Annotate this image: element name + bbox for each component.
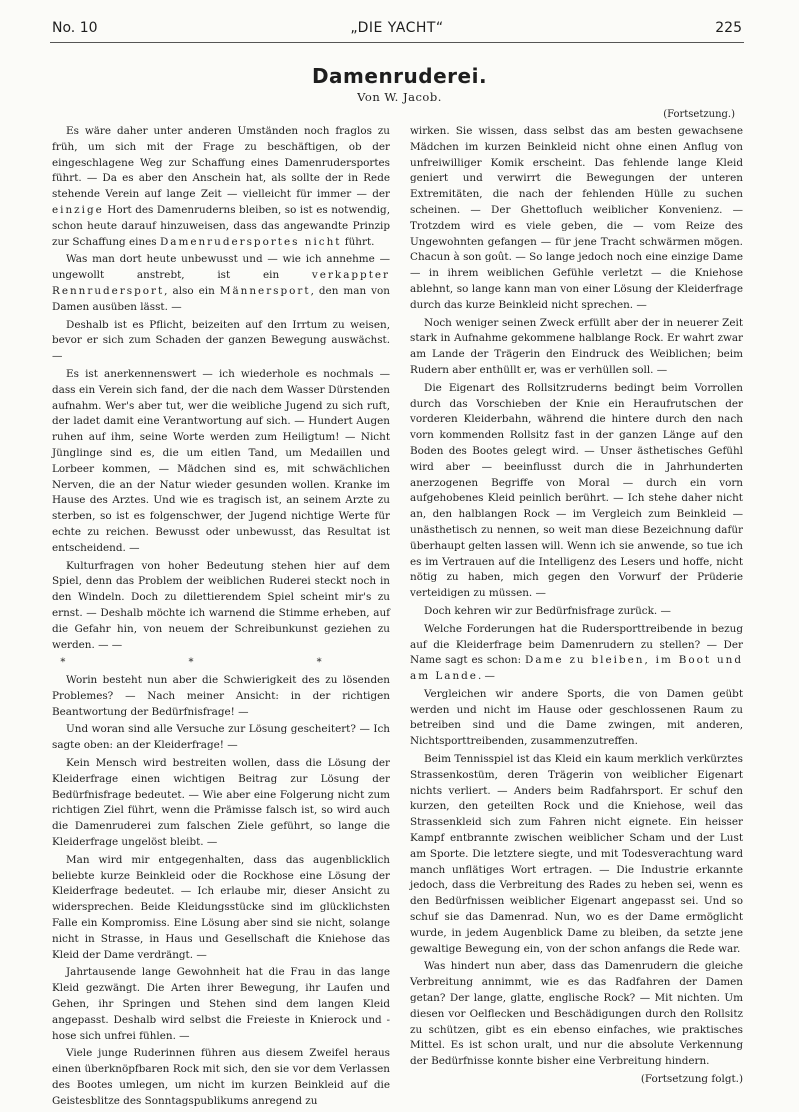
page-number: 225 [715,20,742,36]
paragraph: Es ist anerkennenswert — ich wiederhole es nochmals — dass ein Verein sich fand, der die nach dem Wasser Dürstenden aufnahm. Wer's aber tut, wer die weibliche Jugend zu sich ruft, der ladet damit eine Verantwortung auf sich. — Hundert Augen ruhen auf ihm, seine Worte werden zum Heiligtum! — Nicht Jünglinge sind es, die um eitlen Tand, um Medaillen und Lorbeer kommen, — Mädchen sind es, mit schwächlichen Nerven, die an der Natur wieder gesunden wollen. Kranke im Hause des Arztes. Und wie es tragisch ist, an seinem Arzte zu sterben, so ist es folgenschwer, der Jugend nichtige Werte für echte zu reichen. Bewusst oder unbewusst, das Resultat ist entscheidend. — [52,367,390,554]
paragraph: Kein Mensch wird bestreiten wollen, dass die Lösung der Kleiderfrage einen wichtigen Beitrag zur Lösung der Bedürfnisfrage bedeutet. — Wie aber eine Folgerung nicht zum richtigen Ziel führt, wenn die Prämisse falsch ist, so wird auch die Damenruderei zum falschen Ziele geführt, so lange die Kleiderfrage ungelöst bleibt. — [52,757,390,849]
paragraph: Viele junge Ruderinnen führen aus diesem Zweifel heraus einen überknöpfbaren Rock mit sich, den sie vor dem Verlassen des Bootes umlegen, um nicht im kurzen Beinkleid auf die Geistesblitze des Sonntagspublikums anregend zu [52,1047,390,1107]
header-rule [50,42,744,43]
issue-number: No. 10 [52,20,98,36]
paragraph: Beim Tennisspiel ist das Kleid ein kaum merklich verkürztes Strassenkostüm, deren Trägerin von weiblicher Eigenart nichts verliert. — Anders beim Radfahrsport. Er schuf den kurzen, den geteilten Rock und die Kniehose, weil das Strassenkleid sich zum Fahren nicht eignete. Ein heisser Kampf entbrannte zwischen weiblicher Scham und der Lust am Sporte. Die letztere siegte, und mit Todesverachtung ward manch unflätiges Wort ertragen. — Die Industrie erkannte jedoch, dass die Verbreitung des Rades zu heben sei, wenn es den Bedürfnissen weiblicher Eigenart angepasst sei. Und so schuf sie das Damenrad. Nun, wo es der Dame ermöglicht wurde, in jedem Augenblick Dame zu bleiben, da setzte jene gewaltige Bewegung ein, von der schon anfangs die Rede war. [410,753,743,955]
journal-name: „DIE YACHT“ [350,20,444,36]
paragraph: Was man dort heute unbewusst und — wie ich annehme — ungewollt anstrebt, ist ein verkappter Rennrudersport, also ein Männersport, den man von Damen ausüben lässt. — [52,253,391,313]
page-header [52,20,742,42]
paragraph: Und woran sind alle Versuche zur Lösung gescheitert? — Ich sagte oben: an der Kleiderfrage! — [52,723,390,752]
paragraph: Welche Forderungen hat die Rudersporttreibende in bezug auf die Kleiderfrage beim Damenrudern zu stellen? — Der Name sagt es schon: Dame zu bleiben, im Boot und am Lande. — [410,622,743,683]
paragraph: Vergleichen wir andere Sports, die von Damen geübt werden und nicht im Hause oder geschlossenen Raum zu betreiben sind und die Dame zwingen, mit anderen, Nichtsporttreibenden, zusammenzutreffen. [410,687,743,748]
paragraph: Noch weniger seinen Zweck erfüllt aber der in neuerer Zeit stark in Aufnahme gekommene halblange Rock. Er wahrt zwar am Lande der Trägerin den Eindruck des Weiblichen; beim Rudern aber enthüllt er, was er verhüllen soll. — [410,316,743,376]
column-left [52,124,390,1112]
paragraph: Jahrtausende lange Gewohnheit hat die Frau in das lange Kleid gezwängt. Die Arten ihrer Bewegung, ihr Laufen und Gehen, ihr Springen und Stehen sind dem langen Kleid angepasst. Deshalb wird selbst die Freieste in Knierock und -hose sich unfrei fühlen. — [52,966,390,1042]
paragraph: Was hindert nun aber, dass das Damenrudern die gleiche Verbreitung annimmt, wie es das Radfahren der Damen getan? Der lange, glatte, englische Rock? — Mit nichten. Um diesen vor Oelflecken und Beschädigungen durch den Rollsitz zu schützen, gibt es ein ebenso einfaches, wie praktisches Mittel. Es ist schon uralt, und nur die absolute Verkennung der Bedürfnisse konnte bisher eine Verbreitung hindern. [410,960,743,1068]
article-title: Damenruderei. [311,64,488,88]
paragraph: Es wäre daher unter anderen Umständen noch fraglos zu früh, um sich mit der Frage zu beschäftigen, ob der eingeschlagene Weg zur Schaffung eines Damenrudersportes führt. — Da es aber den Anschein hat, als sollte der in Rede stehende Verein auf lange Zeit — vielleicht für immer — der einzige Hort des Damenruderns bleiben, so ist es notwendig, schon heute darauf hinzuweisen, dass das angewandte Prinzip zur Schaffung eines Damenrudersportes nicht führt. [52,125,390,248]
section-divider-stars: * * * [60,657,382,669]
paragraph: Doch kehren wir zur Bedürfnisfrage zurück. — [424,604,671,617]
paragraph: Die Eigenart des Rollsitzruderns bedingt beim Vorrollen durch das Vorschieben der Knie ein Heraufrutschen der vorderen Kleiderbahn, während die hintere durch den nach vorn kommenden Rollsitz fast in der ganzen Länge auf den Boden des Bootes gelegt wird. — Unser ästhetisches Gefühl wird aber — beeinflusst durch die in Jahrhunderten anerzogenen Begriffe von Moral — durch ein vorn aufgehobenes Kleid peinlich berührt. — Ich stehe daher nicht an, den halblangen Rock — im Vergleich zum Beinkleid — unästhetisch zu nennen, so weit man diese Bezeichnung dafür überhaupt gelten lassen will. Wenn ich sie anwende, so tue ich es im Vertrauen auf die Intelligenz des Lesers und hoffe, nicht nötig zu haben, mich gegen den Vorwurf der Prüderie verteidigen zu müssen. — [410,381,743,600]
paragraph: Man wird mir entgegenhalten, dass das augenblicklich beliebte kurze Beinkleid oder die Rockhose eine Lösung der Kleiderfrage bedeutet. — Ich erlaube mir, dieser Ansicht zu widersprechen. Beide Kleidungsstücke sind im glücklichsten Falle ein Kompromiss. Eine Lösung aber sind sie nicht, solange nicht in Strasse, in Haus und Gesellschaft die Kniehose das Kleid der Dame verdrängt. — [52,853,390,961]
paragraph: wirken. Sie wissen, dass selbst das am besten gewachsene Mädchen im kurzen Beinkleid nicht ohne einen Anflug von unfreiwilliger Komik erscheint. Das fehlende lange Kleid geniert und verwirrt die Bewegungen der unteren Extremitäten, die nach der fehlenden Hülle zu suchen scheinen. — Der Ghettofluch weiblicher Konvenienz. — Trotzdem wird es viele geben, die — vom Reize des Ungewohnten gefangen — für jene Tracht schwärmen mögen. Chacun à son goût. — So lange jedoch noch eine einzige Dame — in ihrem weiblichen Gefühle verletzt — die Kniehose ablehnt, so lange kann man von einer Lösung der Kleiderfrage durch das kurze Beinkleid nicht sprechen. — [410,125,743,311]
to-be-continued: (Fortsetzung folgt.) [640,1073,743,1086]
article-byline: Von W. Jacob. [357,90,442,104]
paragraph: Kulturfragen von hoher Bedeutung stehen hier auf dem Spiel, denn das Problem der weiblichen Ruderei steckt noch in den Windeln. Doch zu dilettierendem Spiel scheint mir's zu ernst. — Deshalb möchte ich warnend die Stimme erheben, auf die Gefahr hin, von neuem der Schreibunkunst geziehen zu werden. — — [52,559,390,651]
paragraph: Deshalb ist es Pflicht, beizeiten auf den Irrtum zu weisen, bevor er sich zum Schaden der ganzen Bewegung auswächst. — [52,318,390,363]
column-right [410,124,743,1090]
paragraph: Worin besteht nun aber die Schwierigkeit des zu lösenden Problemes? — Nach meiner Ansicht: in der richtigen Beantwortung der Bedürfnisfrage! — [52,674,390,718]
continued-note: (Fortsetzung.) [663,109,735,120]
